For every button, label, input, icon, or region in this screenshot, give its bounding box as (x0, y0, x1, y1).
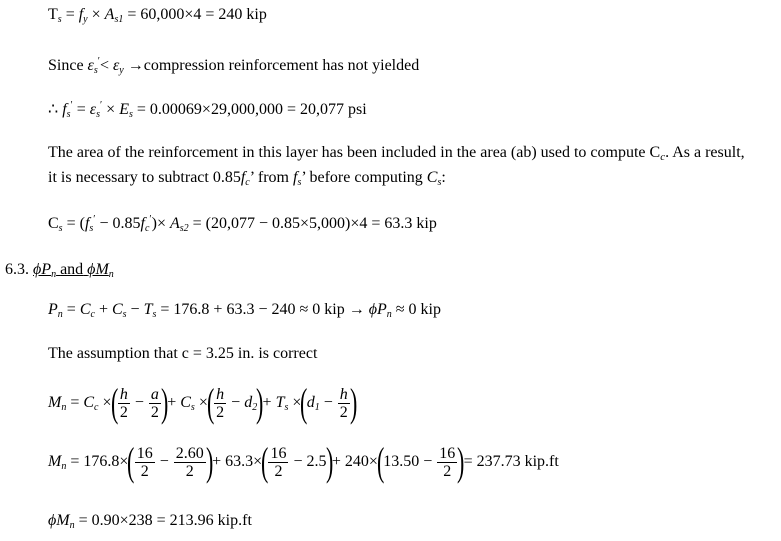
d1-value: 13.50 (383, 453, 420, 470)
phi-mn-equation: $\phi M_n = 0.90\times 238 = 213.96$ kip.ft (48, 512, 252, 531)
para-1-tail: . As a result, (665, 144, 745, 161)
denom-2: 2 (174, 462, 206, 480)
h-value-1: 16 (136, 444, 153, 462)
cc-value: 176.8 (83, 453, 120, 470)
paragraph-line-2: it is necessary to subtract $0.85f_c$’ from $f_s$’ before computing $C_s$: (48, 169, 446, 188)
pn-equation: $P_n = C_c + C_s - T_s = 176.8 + 63.3 - 240 \approx 0$ kip → $\phi P_n \approx 0$ kip (48, 301, 441, 320)
phi-mn-value: = 0.90×238 = 213.96 kip.ft (78, 512, 252, 529)
h-value-2: 16 (270, 444, 287, 462)
fs-value: = 0.00069×29,000,000 = 20,077 psi (136, 101, 367, 118)
a-value: 2.60 (175, 444, 204, 462)
fs-equation: ∴ $f_s' = \varepsilon_s' \times E_s = 0.00069\times 29,000,000 = 20,077$ psi (48, 100, 367, 120)
paragraph-line-1: The area of the reinforcement in this layer has been included in the area (ab) used to compute $C_c$. As a result, (48, 144, 745, 163)
para-2-start: it is necessary to subtract 0.85 (48, 169, 241, 186)
pn-result: ≈ 0 kip (395, 301, 441, 318)
d2-value: 2.5 (306, 453, 327, 470)
yield-check: Since $\varepsilon_s'< \varepsilon_y$ →compression reinforcement has not yielded (48, 56, 420, 76)
mn-symbolic-equation: $M_n = C_c$ ×( $\frac{h}{2}$ − $\frac{a}{2}$ )+ $C_s$ ×( $\frac{h}{2}$ − $d_2)+ T_s \times(d_1$ − $\frac{h}{2}$ ) (48, 380, 358, 426)
section-title: $\phi P_n$ and $\phi M_n$ (33, 261, 114, 280)
mn-numeric-equation: $M_n = 176.8\times$( $\frac{16}{2}$ − $\frac{2.60}{2}$ )+ 63.3×( $\frac{16}{2}$ − 2.5)+ 240×(13.50 − $\frac{16}{2}$ )= 237.73 kip.ft (48, 439, 559, 485)
section-and: and (60, 261, 84, 278)
cs-num: 63.3 (225, 453, 254, 470)
ts-value: = 60,000×4 = 240 kip (127, 6, 267, 23)
cs-equation: $C_s = (f_s' - 0.85f_c')\times A_{s2} = (20,077 - 0.85\times 5,000)\times 4 = 63.3$ kip (48, 214, 437, 234)
ts-equation: $T_s = f_y \times A_{s1} = 60,000\times 4 = 240$ kip (48, 6, 267, 25)
section-heading (5, 260, 114, 285)
denom-4: 2 (437, 462, 457, 480)
section-number: 6.3. (5, 261, 29, 278)
cs-value: = (20,077 − 0.85×5,000)×4 = 63.3 kip (192, 215, 437, 232)
pn-value: = 176.8 + 63.3 − 240 ≈ 0 kip → (160, 301, 365, 318)
assumption-text: The assumption that c = 3.25 in. is correct (48, 345, 318, 362)
h-value-3: 16 (439, 444, 456, 462)
mn-result: = 237.73 kip.ft (463, 453, 559, 470)
denom-3: 2 (268, 462, 288, 480)
para-1-text: The area of the reinforcement in this layer has been included in the area (ab) used to compute C (48, 144, 661, 161)
yield-check-text: compression reinforcement has not yielded (143, 57, 420, 74)
para-2-mid: from (253, 169, 293, 186)
ts-num: 240 (344, 453, 369, 470)
para-2-mid2: before computing (305, 169, 427, 186)
denom-1: 2 (135, 462, 155, 480)
